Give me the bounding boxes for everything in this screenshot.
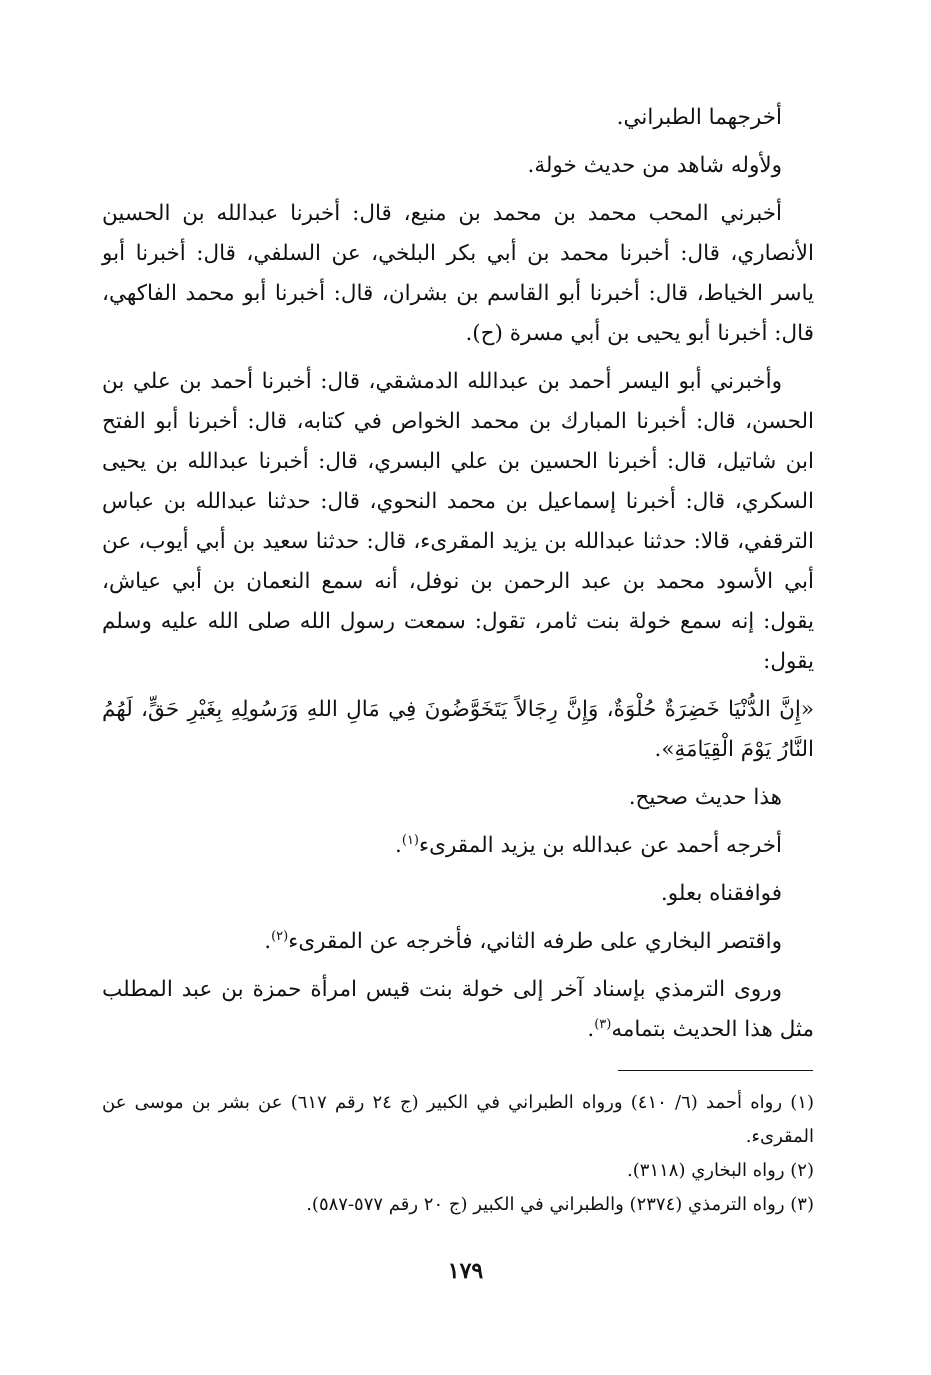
page-number: ١٧٩	[447, 1258, 484, 1284]
footnote-ref-2[interactable]: (٢)	[271, 928, 289, 944]
isnad-paragraph-1: أخبرني المحب محمد بن محمد بن منيع، قال: أخبرنا عبدالله بن الحسين الأنصاري، قال: أخبرنا محمد بن أبي بكر البلخي، عن السلفي، قال: أخبرنا أبو ياسر الخياط، قال: أخبرنا أبو القاسم بن بشران، قال: أخبرنا أبو محمد الفاكهي، قال: أخبرنا أبو يحيى بن أبي مسرة (ح).	[102, 201, 814, 346]
paragraph-2: ولأوله شاهد من حديث خولة.	[527, 153, 782, 178]
footnote-2: (٢) رواه البخاري (٣١١٨).	[627, 1160, 814, 1181]
agreement-statement: فوافقناه بعلو.	[660, 881, 782, 906]
grading-statement: هذا حديث صحيح.	[628, 785, 782, 810]
isnad-paragraph-2: وأخبرني أبو اليسر أحمد بن عبدالله الدمشقي، قال: أخبرنا أحمد بن علي بن الحسن، قال: أخبرنا المبارك بن محمد الخواص في كتابه، قال: أخبرنا أبو الفتح ابن شاتيل، قال: أخبرنا الحسين بن علي البسري، قال: أخبرنا عبدالله بن يحيى السكري، قال: أخبرنا إسماعيل بن محمد النحوي، قال: حدثنا عبدالله بن عباس الترقفي، قالا: حدثنا عبدالله بن يزيد المقرىء، قال: حدثنا سعيد بن أبي أيوب، عن أبي الأسود محمد بن عبد الرحمن بن نوفل، أنه سمع النعمان بن أبي عياش، يقول: إنه سمع خولة بنت ثامر، تقول: سمعت رسول الله صلى الله عليه وسلم يقول:	[102, 369, 814, 674]
footnote-separator	[618, 1070, 813, 1071]
takhrij-tirmidhi-end: .	[587, 1017, 595, 1042]
takhrij-ahmad	[102, 826, 814, 866]
takhrij-ahmad-end: .	[395, 833, 402, 858]
footnote-ref-1[interactable]: (١)	[401, 832, 419, 848]
footnote-3: (٣) رواه الترمذي (٢٣٧٤) والطبراني في الكبير (ج ٢٠ رقم ٥٧٧-٥٨٧).	[306, 1194, 814, 1215]
takhrij-bukhari-text: واقتصر البخاري على طرفه الثاني، فأخرجه عن المقرىء	[288, 929, 782, 954]
takhrij-bukhari-end: .	[264, 929, 272, 954]
takhrij-ahmad-text: أخرجه أحمد عن عبدالله بن يزيد المقرىء	[419, 833, 782, 858]
takhrij-tirmidhi-text: وروى الترمذي بإسناد آخر إلى خولة بنت قيس امرأة حمزة بن عبد المطلب مثل هذا الحديث بتمامه	[102, 977, 814, 1042]
hadith-text: «إِنَّ الدُّنْيَا خَضِرَةٌ حُلْوَةٌ، وَإِنَّ رِجَالاً يَتَخَوَّضُونَ فِي مَالِ اللهِ وَرَسُولِهِ بِغَيْرِ حَقٍّ، لَهُمُ النَّارُ يَوْمَ الْقِيَامَةِ».	[102, 697, 814, 762]
paragraph-1: أخرجهما الطبراني.	[616, 105, 782, 130]
takhrij-bukhari	[102, 922, 814, 962]
footnotes	[102, 1086, 814, 1222]
main-text	[102, 98, 814, 1058]
takhrij-tirmidhi	[102, 970, 814, 1050]
footnote-1: (١) رواه أحمد (٦/ ٤١٠) ورواه الطبراني في الكبير (ج ٢٤ رقم ٦١٧) عن بشر بن موسى عن المقرىء.	[102, 1092, 814, 1147]
footnote-ref-3[interactable]: (٣)	[594, 1016, 612, 1032]
